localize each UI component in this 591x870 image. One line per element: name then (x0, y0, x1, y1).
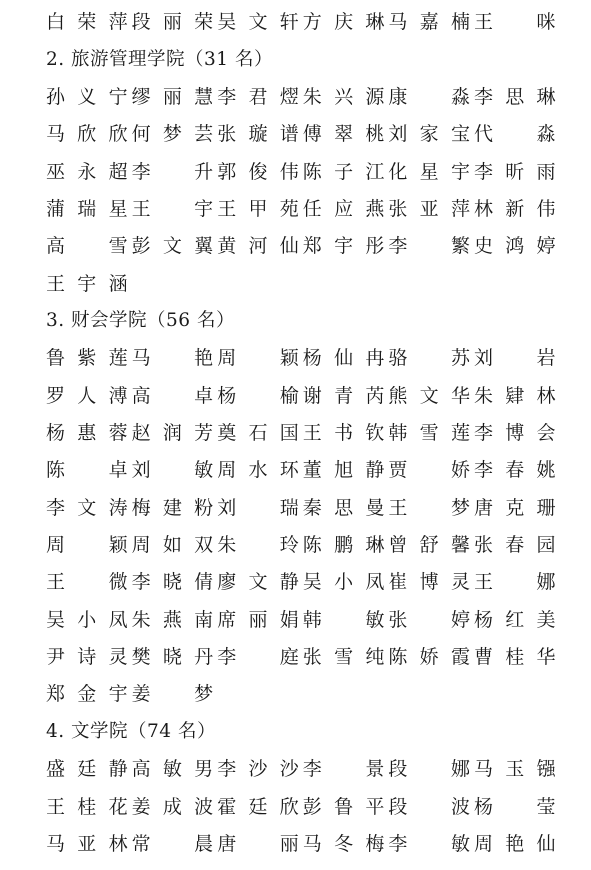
name-row (46, 151, 591, 188)
student-name: 贾 娇 (388, 459, 470, 482)
student-name: 段 丽 荣 (131, 11, 214, 34)
student-name: 陈 鹏 琳 (302, 534, 385, 557)
student-name: 杨 红 美 (473, 608, 556, 631)
name-row (46, 376, 591, 413)
student-name: 段 娜 (388, 758, 470, 781)
name-row (46, 114, 591, 151)
name-row (46, 562, 591, 599)
student-name: 段 波 (388, 795, 470, 818)
student-name: 张 雪 纯 (302, 646, 385, 669)
student-name: 周 如 双 (131, 534, 214, 557)
student-name: 周 颖 (217, 347, 299, 370)
student-name: 李 君 熤 (217, 85, 299, 108)
name-row (46, 488, 591, 525)
student-name: 杨 仙 冉 (302, 347, 385, 370)
section-heading (46, 712, 591, 749)
student-name: 方 庆 琳 (302, 11, 385, 34)
name-row (46, 450, 591, 487)
student-name: 陈 卓 (46, 459, 128, 482)
student-name: 唐 克 珊 (473, 496, 556, 519)
student-name: 廖 文 静 (217, 571, 299, 594)
student-name: 李 昕 雨 (473, 160, 556, 183)
student-name: 刘 瑞 (217, 496, 299, 519)
student-name: 王 宇 (131, 197, 214, 220)
student-name: 崔 博 灵 (388, 571, 470, 594)
name-row (46, 2, 591, 39)
student-name: 马 嘉 楠 (388, 11, 470, 34)
student-name: 梅 建 粉 (131, 496, 214, 519)
student-name: 周 颖 (46, 534, 128, 557)
student-name: 谢 青 芮 (302, 384, 385, 407)
student-name: 王 梦 (388, 496, 470, 519)
student-name: 李 景 (302, 758, 385, 781)
student-name: 唐 丽 (217, 832, 299, 855)
student-name: 巫 永 超 (46, 160, 128, 183)
name-row (46, 637, 591, 674)
student-name: 王 娜 (473, 571, 556, 594)
student-name: 曹 桂 华 (473, 646, 556, 669)
student-name: 张 春 园 (473, 534, 556, 557)
student-name: 陈 娇 霞 (388, 646, 470, 669)
student-name: 李 庭 (217, 646, 299, 669)
student-name: 熊 文 华 (388, 384, 470, 407)
student-name: 化 星 宇 (388, 160, 470, 183)
student-name: 李 晓 倩 (131, 571, 214, 594)
student-name: 马 冬 梅 (302, 832, 385, 855)
student-name: 骆 苏 (388, 347, 470, 370)
section-heading (46, 39, 591, 76)
name-row (46, 189, 591, 226)
student-name: 鲁 紫 莲 (46, 347, 128, 370)
name-row (46, 338, 591, 375)
student-name: 韩 敏 (302, 608, 385, 631)
student-name: 周 艳 仙 (473, 832, 556, 855)
student-name: 李 繁 (388, 235, 470, 258)
name-row (46, 600, 591, 637)
student-name: 李 春 姚 (473, 459, 556, 482)
student-name: 李 博 会 (473, 422, 556, 445)
student-name: 周 水 环 (217, 459, 299, 482)
student-name: 罗 人 溥 (46, 384, 128, 407)
student-name: 韩 雪 莲 (388, 422, 470, 445)
section-heading-text: 4. 文学院（74 名） (46, 721, 216, 743)
student-name: 霍 廷 欣 (217, 795, 299, 818)
student-name: 郑 宇 彤 (302, 235, 385, 258)
student-name: 康 淼 (388, 85, 470, 108)
section-heading-text: 3. 财会学院（56 名） (46, 310, 235, 332)
student-name: 白 荣 萍 (46, 11, 128, 34)
name-row (46, 525, 591, 562)
student-name: 盛 廷 静 (46, 758, 128, 781)
student-name: 奠 石 国 (217, 422, 299, 445)
student-name: 李 沙 沙 (217, 758, 299, 781)
student-name: 吴 文 轩 (217, 11, 299, 34)
name-row (46, 77, 591, 114)
student-name: 郑 金 宇 (46, 683, 128, 706)
student-name: 缪 丽 慧 (131, 85, 214, 108)
student-name: 陈 子 江 (302, 160, 385, 183)
student-name: 朱 燕 南 (131, 608, 214, 631)
student-name: 彭 文 翼 (131, 235, 214, 258)
student-name: 马 玉 镪 (473, 758, 556, 781)
student-name: 吴 小 凤 (46, 608, 128, 631)
student-name: 王 桂 花 (46, 795, 128, 818)
student-name: 王 微 (46, 571, 128, 594)
student-name: 史 鸿 婷 (473, 235, 556, 258)
student-name: 张 婷 (388, 608, 470, 631)
student-name: 姜 成 波 (131, 795, 214, 818)
student-name: 赵 润 芳 (131, 422, 214, 445)
student-name: 杨 榆 (217, 384, 299, 407)
student-name: 刘 家 宝 (388, 123, 470, 146)
student-name: 彭 鲁 平 (302, 795, 385, 818)
student-name: 马 亚 林 (46, 832, 128, 855)
student-name: 常 晨 (131, 832, 214, 855)
section-heading-text: 2. 旅游管理学院（31 名） (46, 49, 273, 71)
student-name: 张 璇 谱 (217, 123, 299, 146)
student-name: 代 淼 (473, 123, 556, 146)
student-name: 王 书 钦 (302, 422, 385, 445)
student-name: 王 咪 (473, 11, 556, 34)
section-heading (46, 301, 591, 338)
student-name: 高 敏 男 (131, 758, 214, 781)
name-row (46, 786, 591, 823)
student-name: 曾 舒 馨 (388, 534, 470, 557)
student-name: 席 丽 娟 (217, 608, 299, 631)
student-name: 任 应 燕 (302, 197, 385, 220)
student-name: 孙 义 宁 (46, 85, 128, 108)
student-name: 王 甲 苑 (217, 197, 299, 220)
student-name: 朱 兴 源 (302, 85, 385, 108)
student-name: 樊 晓 丹 (131, 646, 214, 669)
student-name: 姜 梦 (131, 683, 214, 706)
student-name: 傅 翠 桃 (302, 123, 385, 146)
student-name: 杨 惠 蓉 (46, 422, 128, 445)
student-name: 李 敏 (388, 832, 470, 855)
student-name: 尹 诗 灵 (46, 646, 128, 669)
student-name: 吴 小 凤 (302, 571, 385, 594)
student-name: 高 雪 (46, 235, 128, 258)
name-row (46, 674, 591, 711)
student-name: 李 升 (131, 160, 214, 183)
student-name: 杨 莹 (473, 795, 556, 818)
student-name: 郭 俊 伟 (217, 160, 299, 183)
student-name: 董 旭 静 (302, 459, 385, 482)
name-row (46, 824, 591, 861)
name-row (46, 226, 591, 263)
student-name: 刘 岩 (473, 347, 556, 370)
student-name: 黄 河 仙 (217, 235, 299, 258)
student-name: 秦 思 曼 (302, 496, 385, 519)
student-name: 何 梦 芸 (131, 123, 214, 146)
student-name: 刘 敏 (131, 459, 214, 482)
student-name: 林 新 伟 (473, 197, 556, 220)
name-row (46, 749, 591, 786)
student-name: 李 文 涛 (46, 496, 128, 519)
student-name: 朱 肄 林 (473, 384, 556, 407)
student-name: 马 欣 欣 (46, 123, 128, 146)
student-name: 蒲 瑞 星 (46, 197, 128, 220)
student-name: 朱 玲 (217, 534, 299, 557)
student-name: 高 卓 (131, 384, 214, 407)
name-row (46, 263, 591, 300)
student-name: 李 思 琳 (473, 85, 556, 108)
student-name: 张 亚 萍 (388, 197, 470, 220)
student-name: 王 宇 涵 (46, 272, 128, 295)
name-row (46, 413, 591, 450)
student-name: 马 艳 (131, 347, 214, 370)
